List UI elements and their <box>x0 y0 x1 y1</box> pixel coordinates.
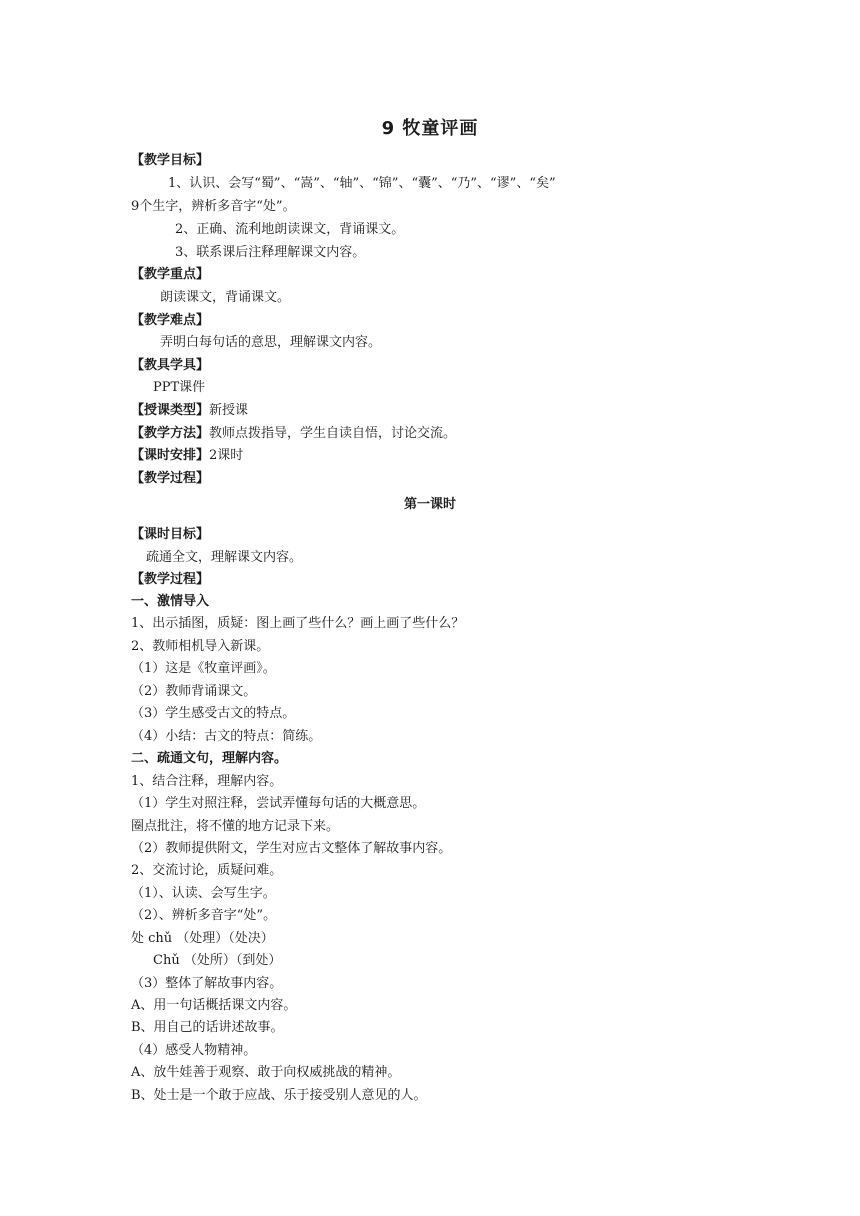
key-points-heading: 【教学重点】 <box>131 267 210 282</box>
section-1-line: （3）学生感受古文的特点。 <box>131 706 296 721</box>
lesson-type-heading: 【授课类型】 <box>131 403 210 418</box>
schedule-row <box>131 445 243 467</box>
lesson-type-text: 新授课 <box>209 403 249 418</box>
section-2-line: Chǔ （处所）（到处） <box>153 953 282 968</box>
page-title: 9 牧童评画 <box>381 118 479 139</box>
objective-1-line-2: 9个生字，辨析多音字“处”。 <box>131 199 296 214</box>
objective-1-line-1: 1、认识、会写“蜀”、“嵩”、“轴”、“锦”、“囊”、“乃”、“谬”、“矣” <box>168 176 556 191</box>
objective-2: 2、正确、流利地朗读课文，背诵课文。 <box>175 222 405 237</box>
section-2-line: 1、结合注释，理解内容。 <box>131 774 283 789</box>
method-text: 教师点拨指导，学生自读自悟，讨论交流。 <box>209 426 457 441</box>
period-goal-heading: 【课时目标】 <box>131 527 210 542</box>
section-1-line: （2）教师背诵课文。 <box>131 684 257 699</box>
section-1-heading: 一、激情导入 <box>131 594 210 609</box>
process-heading: 【教学过程】 <box>131 471 210 486</box>
section-1-line: （1）这是《牧童评画》。 <box>131 661 276 676</box>
section-2-line: （2）教师提供附文，学生对应古文整体了解故事内容。 <box>131 841 452 856</box>
objectives-heading: 【教学目标】 <box>131 153 210 168</box>
difficulties-heading: 【教学难点】 <box>131 313 210 328</box>
section-2-line: （1）学生对照注释，尝试弄懂每句话的大概意思。 <box>131 796 426 811</box>
lesson-type-row <box>131 400 248 422</box>
method-row <box>131 423 456 445</box>
tools-text: PPT课件 <box>153 380 206 395</box>
section-2-line: 圈点批注，将不懂的地方记录下来。 <box>131 819 340 834</box>
period-process-heading: 【教学过程】 <box>131 572 210 587</box>
section-2-line: （4）感受人物精神。 <box>131 1043 257 1058</box>
section-2-line: A、放牛娃善于观察、敢于向权威挑战的精神。 <box>131 1065 401 1080</box>
section-2-line: 处 chǔ （处理）（处决） <box>131 931 274 946</box>
difficulties-text: 弄明白每句话的意思，理解课文内容。 <box>160 335 382 350</box>
tools-heading: 【教具学具】 <box>131 358 210 373</box>
schedule-text: 2课时 <box>209 448 244 463</box>
section-2-line: B、处士是一个敢于应战、乐于接受别人意见的人。 <box>131 1088 427 1103</box>
method-heading: 【教学方法】 <box>131 426 210 441</box>
period-goal-text: 疏通全文，理解课文内容。 <box>146 550 303 565</box>
key-points-text: 朗读课文，背诵课文。 <box>160 290 291 305</box>
section-2-line: B、用自己的话讲述故事。 <box>131 1020 284 1035</box>
section-2-heading: 二、疏通文句，理解内容。 <box>131 751 288 766</box>
section-2-line: （2）、辨析多音字“处”。 <box>131 908 277 923</box>
schedule-heading: 【课时安排】 <box>131 448 210 463</box>
section-1-line: 1、出示插图，质疑：图上画了些什么？画上画了些什么？ <box>131 616 465 631</box>
section-1-line: 2、教师相机导入新课。 <box>131 639 270 654</box>
section-1-line: （4）小结：古文的特点：简练。 <box>131 729 322 744</box>
section-2-line: （3）整体了解故事内容。 <box>131 976 283 991</box>
section-2-line: （1）、认读、会写生字。 <box>131 886 276 901</box>
first-period-title: 第一课时 <box>403 497 456 512</box>
section-2-line: 2、交流讨论，质疑问难。 <box>131 863 283 878</box>
objective-3: 3、联系课后注释理解课文内容。 <box>175 245 366 260</box>
section-2-line: A、用一句话概括课文内容。 <box>131 998 297 1013</box>
